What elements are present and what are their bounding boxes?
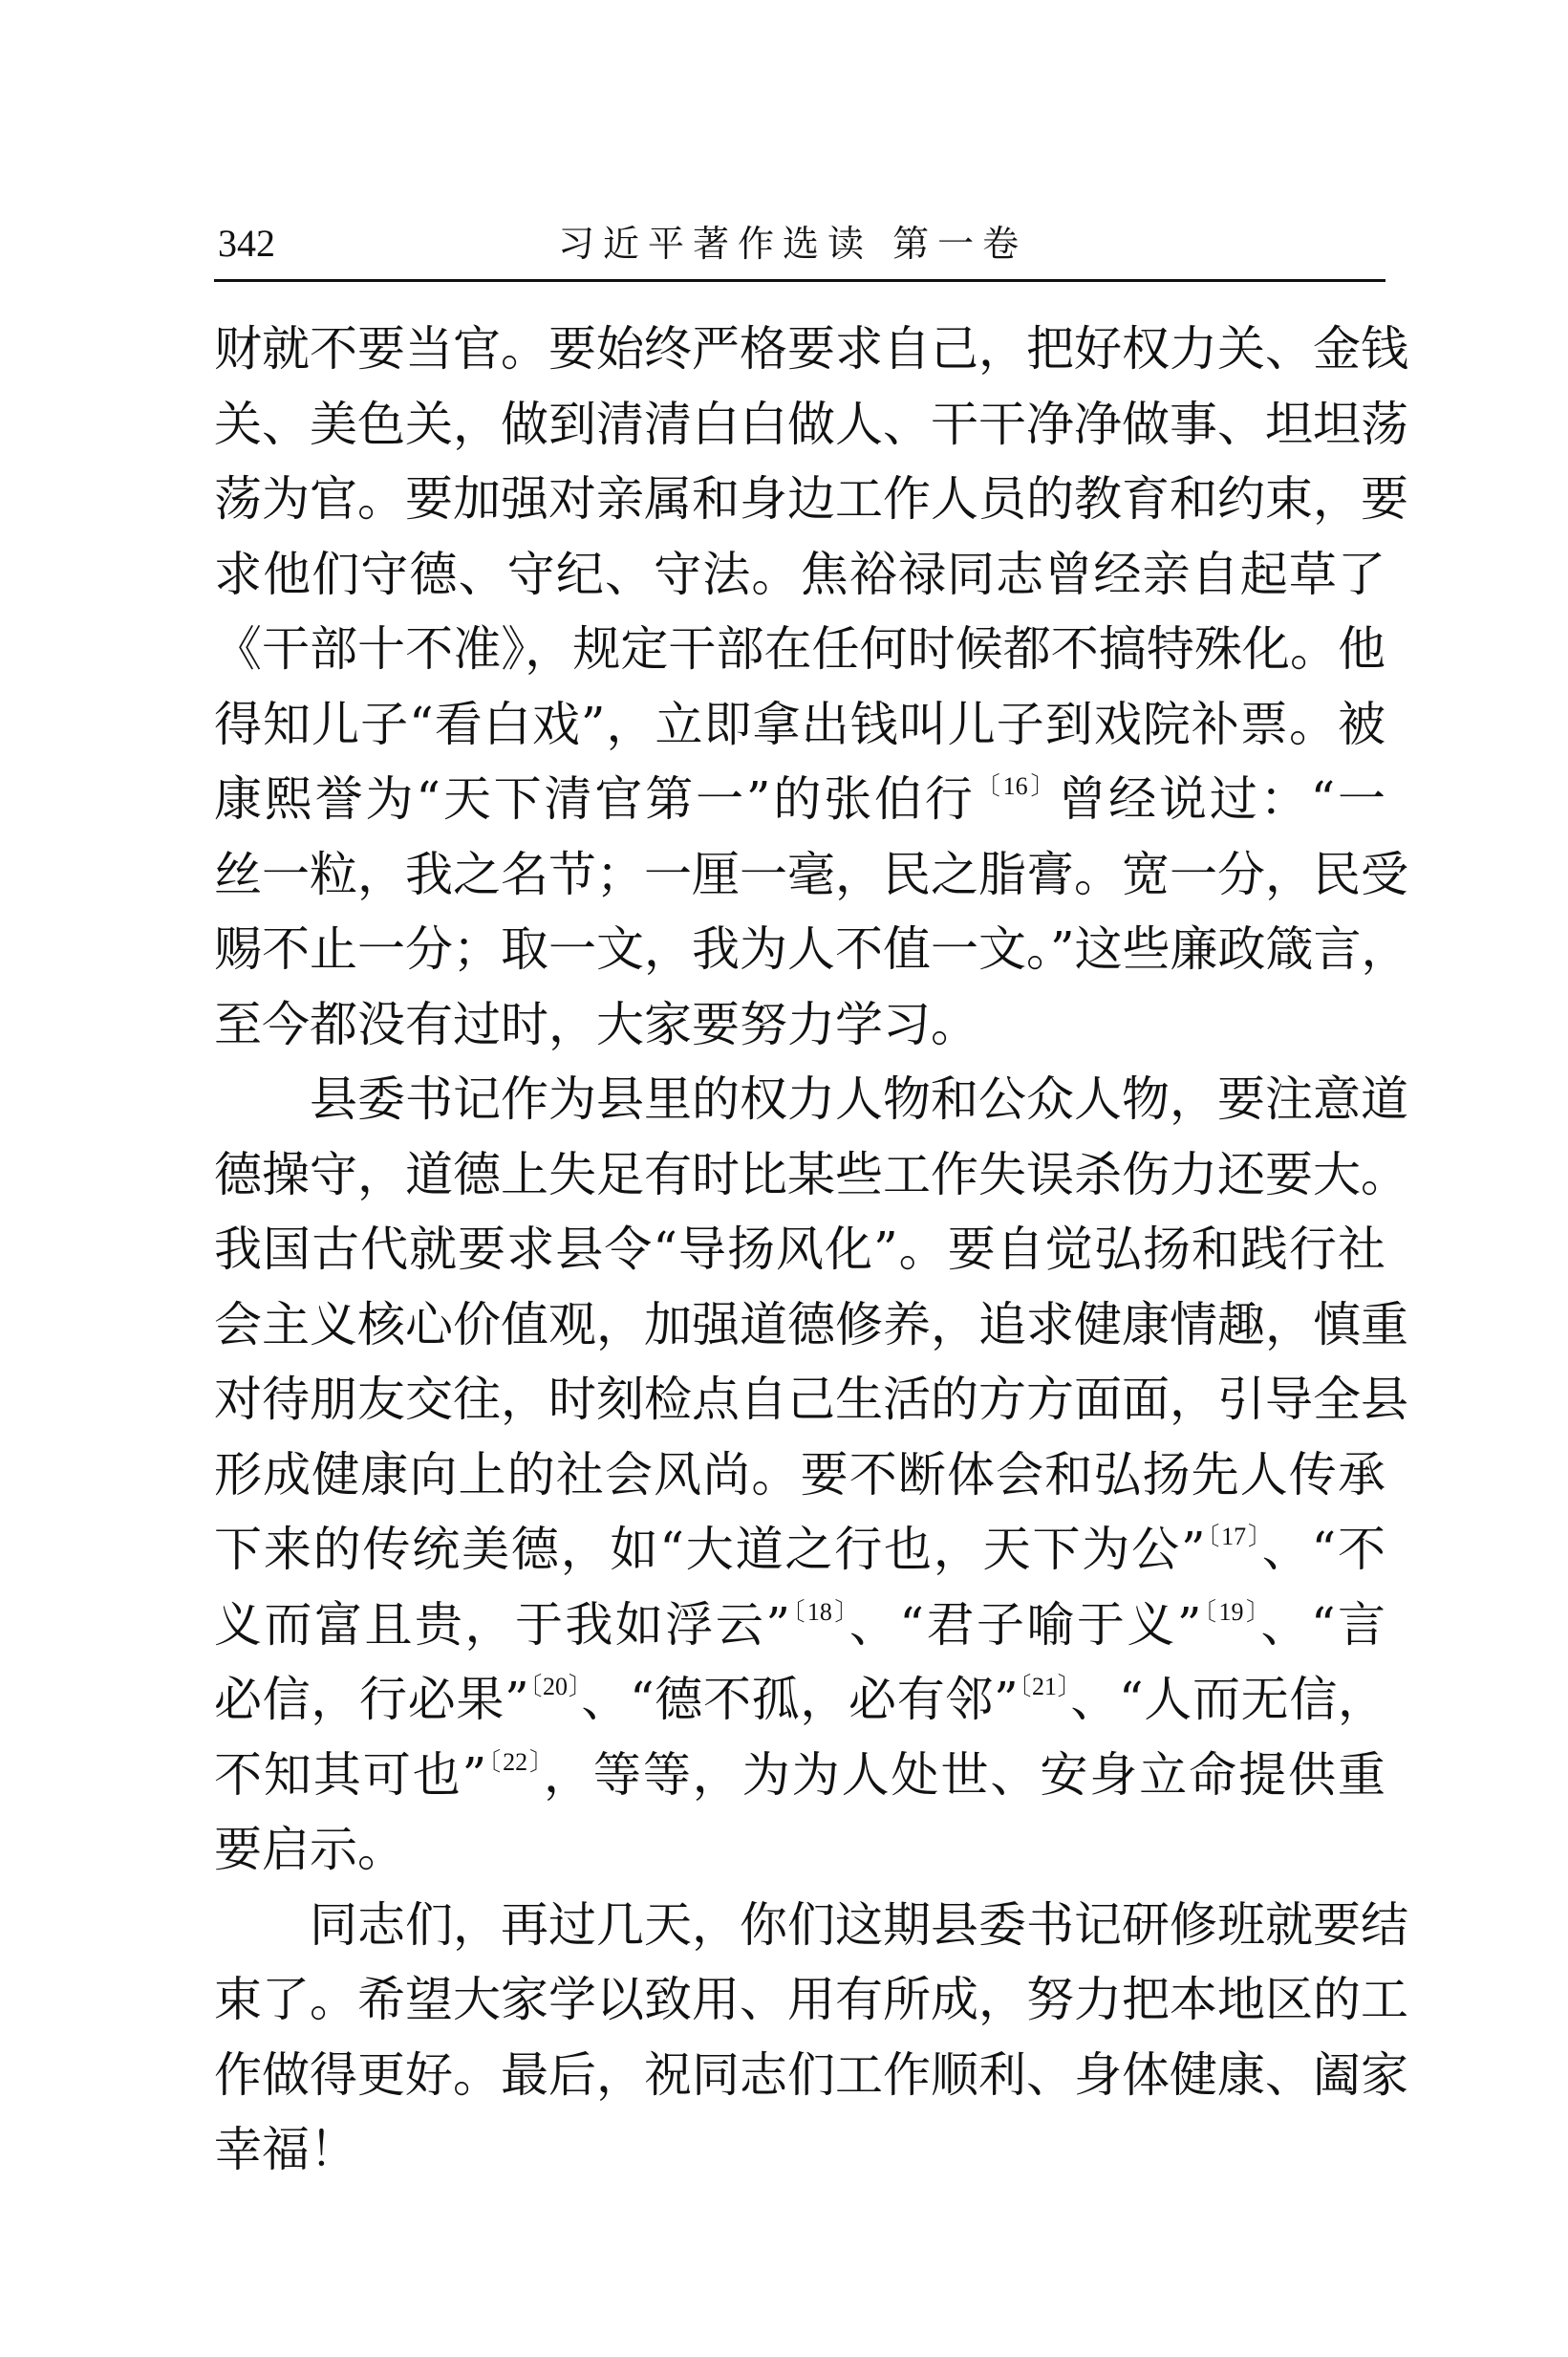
text-line [214, 837, 1408, 913]
footnote-marker: 〔19〕 [1201, 1597, 1261, 1626]
text-segment: 、“言 [1260, 1596, 1385, 1653]
text-line [214, 687, 1385, 763]
text-segment: 至今都没有过时，大家要努力学习。 [214, 996, 978, 1052]
text-segment: 县委书记作为县里的权力人物和公众人物，要注意道 [310, 1071, 1408, 1127]
text-segment: 、“德不孤，必有邻” [581, 1672, 1019, 1727]
text-line [214, 1512, 1385, 1588]
text-line [214, 1137, 1408, 1213]
text-line [214, 1662, 1385, 1738]
text-line [214, 1438, 1385, 1513]
text-line [214, 1362, 1408, 1438]
text-segment: 、“君子喻于义” [848, 1596, 1202, 1653]
page-header [214, 215, 1385, 282]
text-segment: 形成健康向上的社会风尚。要不断体会和弘扬先人传承 [214, 1446, 1385, 1503]
text-segment: 求他们守德、守纪、守法。焦裕禄同志曾经亲自起草了 [214, 546, 1385, 602]
footnote-marker: 〔20〕 [528, 1673, 582, 1700]
text-segment: 丝一粒，我之名节；一厘一毫，民之脂膏。宽一分，民受 [214, 846, 1408, 902]
footnote-marker: 〔21〕 [1018, 1673, 1071, 1700]
text-line [214, 387, 1408, 463]
text-segment: 束了。希望大家学以致用、用有所成，努力把本地区的工 [214, 1972, 1408, 2027]
text-line [214, 2038, 1408, 2113]
header-rule [214, 279, 1385, 282]
footnote-marker: 〔17〕 [1205, 1523, 1262, 1550]
text-line [214, 462, 1408, 537]
text-line [214, 1738, 1385, 1813]
text-line [214, 1287, 1408, 1363]
text-segment: 荡为官。要加强对亲属和身边工作人员的教育和约束，要 [214, 471, 1408, 527]
text-segment: 必信，行必果” [214, 1672, 529, 1727]
footnote-marker: 〔16〕 [975, 772, 1059, 800]
text-segment: 我国古代就要求县令“导扬风化”。要自觉弘扬和践行社 [214, 1222, 1385, 1277]
text-segment: 财就不要当官。要始终严格要求自己，把好权力关、金钱 [214, 321, 1408, 377]
paragraph [214, 1062, 1408, 1888]
text-line [214, 1812, 1385, 1888]
text-line [214, 612, 1385, 687]
text-line [214, 762, 1385, 837]
text-segment: 会主义核心价值观，加强道德修养，追求健康情趣，慎重 [214, 1296, 1408, 1352]
text-line [214, 1212, 1385, 1287]
running-title: 习近平著作选读 第一卷 [558, 223, 1028, 265]
footnote-marker: 〔22〕 [486, 1747, 544, 1776]
text-segment: 曾经说过：“一 [1058, 771, 1386, 827]
text-line [214, 1888, 1408, 1963]
text-segment: 下来的传统美德，如“大道之行也，天下为公” [214, 1522, 1206, 1577]
text-line [214, 1962, 1408, 2038]
text-line [214, 2112, 1385, 2188]
text-segment: 对待朋友交往，时刻检点自己生活的方方面面，引导全县 [214, 1372, 1408, 1427]
text-segment: 幸福！ [214, 2122, 357, 2177]
footnote-marker: 〔18〕 [789, 1597, 849, 1626]
text-segment: 义而富且贵，于我如浮云” [214, 1596, 790, 1653]
text-segment: 同志们，再过几天，你们这期县委书记研修班就要结 [310, 1896, 1408, 1953]
paragraph [214, 312, 1409, 1062]
text-segment: 要启示。 [214, 1822, 405, 1877]
text-line [214, 1062, 1408, 1137]
text-segment: 不知其可也” [214, 1746, 487, 1803]
text-line [214, 312, 1408, 387]
text-segment: 、“不 [1261, 1522, 1385, 1577]
text-segment: 作做得更好。最后，祝同志们工作顺利、身体健康、阖家 [214, 2046, 1408, 2103]
text-line [214, 912, 1409, 987]
text-segment: 赐不止一分；取一文，我为人不值一文。”这些廉政箴言， [214, 921, 1409, 977]
text-segment: 《干部十不准》，规定干部在任何时候都不搞特殊化。他 [214, 621, 1385, 677]
text-segment: 康熙誉为“天下清官第一”的张伯行 [214, 771, 976, 827]
text-segment: 得知儿子“看白戏”，立即拿出钱叫儿子到戏院补票。被 [214, 696, 1385, 752]
page-number: 342 [218, 222, 275, 265]
text-segment: 关、美色关，做到清清白白做人、干干净净做事、坦坦荡 [214, 396, 1408, 452]
text-segment: 德操守，道德上失足有时比某些工作失误杀伤力还要大。 [214, 1146, 1408, 1202]
body-text [214, 312, 1409, 2188]
text-line [214, 987, 1385, 1063]
text-line [214, 1588, 1385, 1663]
text-line [214, 537, 1385, 613]
text-segment: ，等等，为为人处世、安身立命提供重 [544, 1746, 1385, 1803]
text-segment: 、“人而无信， [1070, 1672, 1386, 1727]
paragraph [214, 1888, 1408, 2188]
